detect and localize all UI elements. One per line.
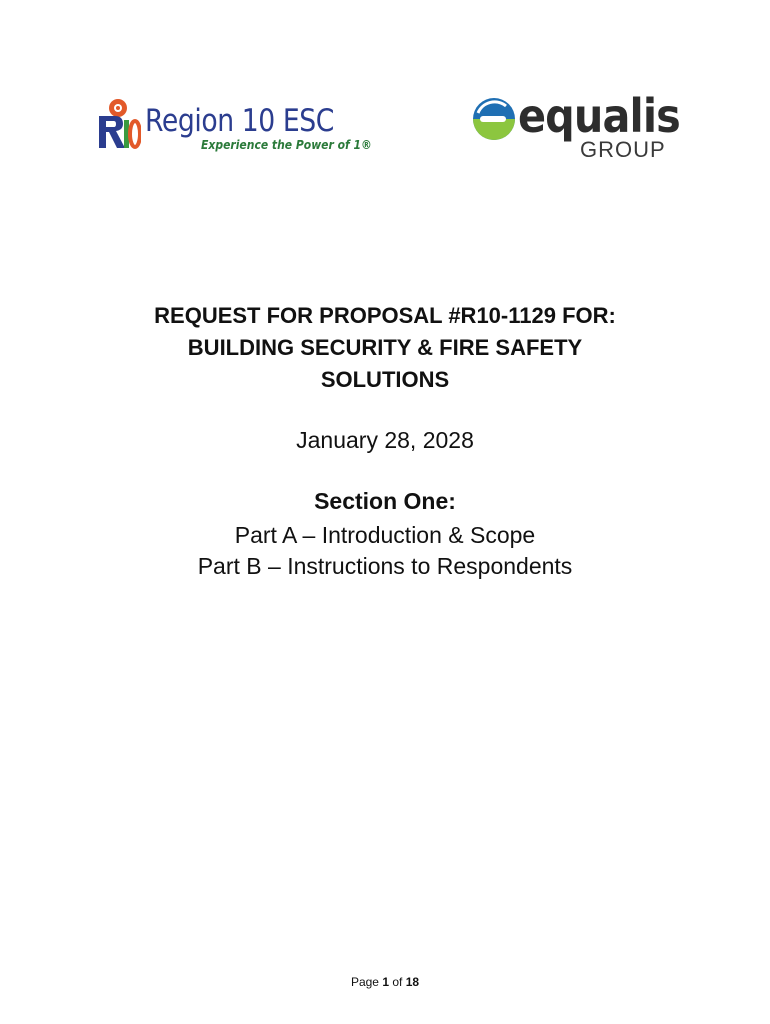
page-total: 18: [405, 975, 420, 989]
title-line-3: SOLUTIONS: [320, 367, 450, 392]
region10-logo: [95, 98, 372, 158]
part-a-heading: Part A – Introduction & Scope: [234, 522, 536, 548]
region10-logo-mark-icon: [95, 98, 141, 152]
part-b-heading: Part B – Instructions to Respondents: [197, 553, 573, 579]
document-date: January 28, 2028: [296, 427, 474, 453]
title-line-1: REQUEST FOR PROPOSAL #R10-1129 FOR:: [154, 303, 616, 328]
equalis-name: equalis: [518, 89, 680, 143]
title-line-2: BUILDING SECURITY & FIRE SAFETY: [187, 335, 583, 360]
region10-name: Region 10 ESC: [145, 103, 334, 139]
equalis-logo: [472, 89, 687, 164]
page-prefix: Page: [350, 975, 383, 989]
equalis-logo-mark-icon: [472, 97, 516, 141]
section-heading: Section One:: [314, 488, 456, 514]
equalis-group-label: GROUP: [580, 137, 666, 162]
document-title: [60, 300, 710, 396]
page-of: of: [389, 975, 406, 989]
region10-tagline: Experience the Power of 1®: [201, 138, 372, 152]
page-current: 1: [382, 975, 389, 989]
page-number-footer: [0, 974, 770, 990]
